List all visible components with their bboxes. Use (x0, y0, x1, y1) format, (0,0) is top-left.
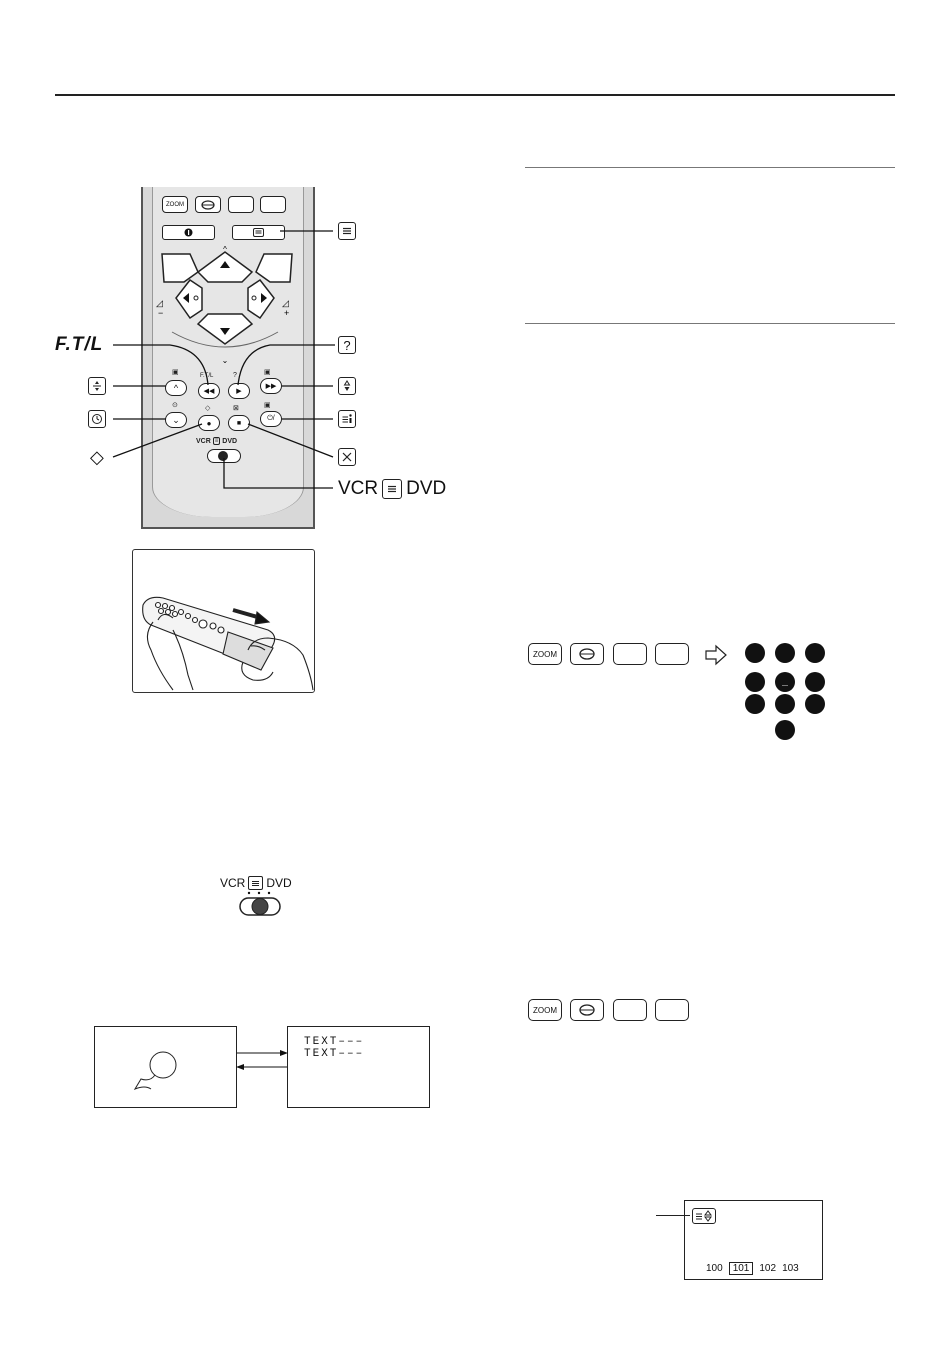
tv-picture-drawing (95, 1027, 235, 1107)
svg-text:+: + (284, 308, 290, 318)
record-mini-icon: ◇ (205, 405, 211, 412)
callout-lines (0, 0, 950, 520)
remote-source-label: VCR ≡ DVD (196, 437, 238, 445)
subpage-list (706, 1262, 799, 1275)
keypad-key[interactable] (775, 720, 795, 740)
power-pause-button[interactable]: ⏻/ (260, 411, 282, 427)
channel-up-button[interactable]: ^ (165, 380, 187, 396)
subpage-callout-line (656, 1215, 690, 1216)
keypad-key[interactable] (775, 672, 795, 692)
blank-button-diagram-2a[interactable] (613, 999, 647, 1021)
subpage-number[interactable]: 103 (782, 1263, 799, 1274)
keypad-key[interactable] (775, 643, 795, 663)
blank-button-diagram-1b[interactable] (655, 643, 689, 665)
switch-arrows (234, 1045, 290, 1075)
text-line-1: TEXT––– (304, 1036, 365, 1048)
index-icon (338, 410, 356, 428)
reveal-icon: ◇ (90, 447, 104, 467)
cancel-mini-icon: ⊠ (233, 405, 239, 412)
picture-mode-icon (578, 648, 596, 660)
help-icon: ? (338, 336, 356, 354)
svg-text:⌄: ⌄ (221, 356, 229, 365)
clock-icon (88, 410, 106, 428)
zoom-button-diagram-1[interactable]: ZOOM (528, 643, 562, 665)
index-mini-icon: ▣ (264, 402, 271, 409)
teletext-slider-icon (248, 876, 263, 890)
keypad-key[interactable] (745, 643, 765, 663)
blank-button-diagram-2b[interactable] (655, 999, 689, 1021)
clock-mini-icon: ⊙ (172, 402, 178, 409)
keypad-key[interactable] (805, 643, 825, 663)
help-mini-icon: ? (233, 372, 237, 379)
svg-text:◿: ◿ (282, 298, 289, 308)
picture-mode-icon (578, 1004, 596, 1016)
picture-mode-button-diagram-2[interactable] (570, 999, 604, 1021)
subpage-icon (338, 377, 356, 395)
hands-remote-drawing (133, 550, 316, 694)
subpage-screen (684, 1200, 823, 1280)
ftl-mini-label: F.T/L (200, 373, 214, 379)
teletext-mini-icon: ≡ (214, 438, 219, 444)
teletext-screen (287, 1026, 430, 1108)
channel-down-button[interactable]: ⌄ (165, 412, 187, 428)
source-slider[interactable] (236, 890, 286, 920)
fast-forward-button[interactable]: ▶▶ (260, 378, 282, 394)
keypad-key[interactable] (745, 672, 765, 692)
subpage-number[interactable]: 102 (759, 1263, 777, 1274)
record-button[interactable]: ● (198, 415, 220, 431)
svg-text:^: ^ (223, 245, 227, 254)
subpage-number-selected[interactable]: 101 (729, 1262, 754, 1275)
svg-text:−: − (158, 308, 164, 318)
text-line-2: TEXT––– (304, 1048, 365, 1060)
picture-mode-button-diagram-1[interactable] (570, 643, 604, 665)
keypad-key[interactable] (805, 672, 825, 692)
sliding-cover-illustration (132, 549, 315, 693)
rewind-button[interactable]: ◀◀ (198, 383, 220, 399)
stop-button[interactable]: ■ (228, 415, 250, 431)
teletext-source-icon (382, 479, 402, 499)
ftl-callout-label: F.T/L (55, 334, 104, 355)
number-keypad (745, 643, 829, 741)
keypad-key[interactable] (745, 694, 765, 714)
cancel-icon (338, 448, 356, 466)
blank-button-diagram-1a[interactable] (613, 643, 647, 665)
keypad-key[interactable] (775, 694, 795, 714)
teletext-callout-icon (338, 222, 356, 240)
hold-icon (88, 377, 106, 395)
source-callout-label: VCR DVD (338, 478, 447, 499)
zoom-button-diagram-2[interactable]: ZOOM (528, 999, 562, 1021)
keypad-key[interactable] (805, 694, 825, 714)
hold-mini-icon: ▣ (172, 369, 179, 376)
arrow-right-icon (704, 644, 728, 666)
svg-text:◿: ◿ (156, 298, 163, 308)
tv-picture-screen (94, 1026, 237, 1108)
source-slider-label: VCR DVD (220, 876, 292, 890)
zoom-button[interactable]: ZOOM (162, 196, 188, 213)
reveal-mini-icon: ▣ (264, 369, 271, 376)
subpage-number[interactable]: 100 (706, 1263, 723, 1274)
play-button[interactable]: ▶ (228, 383, 250, 399)
subpage-mode-icon (692, 1208, 716, 1224)
